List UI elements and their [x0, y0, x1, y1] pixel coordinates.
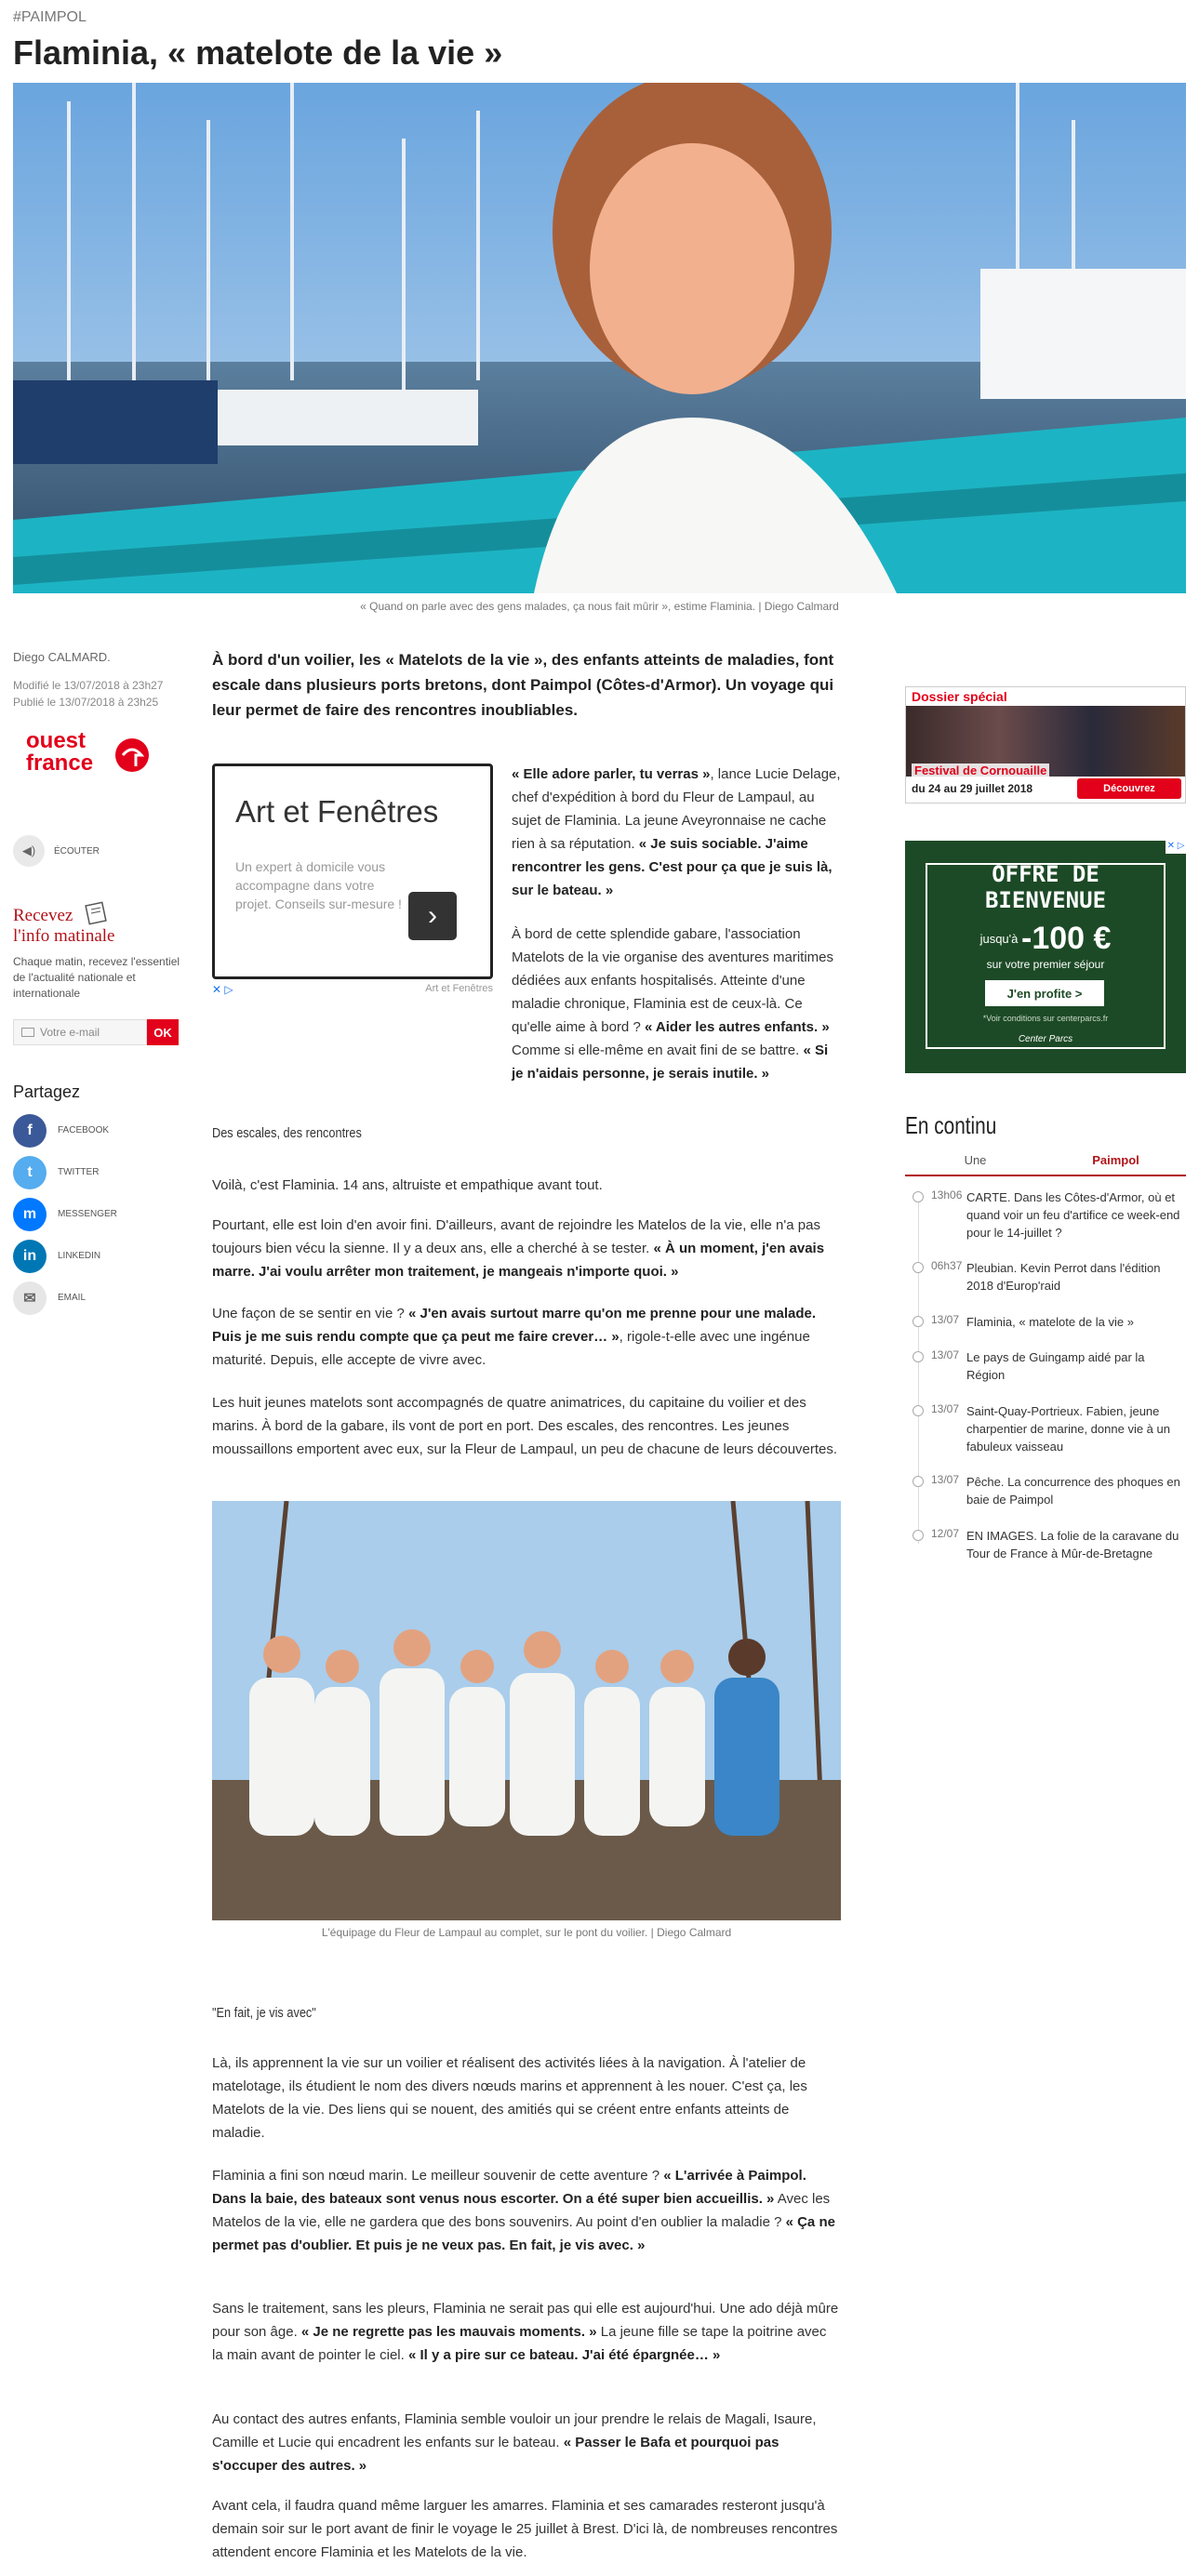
promo-discover-button[interactable]: Découvrez — [1077, 778, 1181, 799]
en-continu-list — [913, 1188, 1186, 1581]
facebook-icon: f — [13, 1114, 47, 1148]
promo-festival-dates: du 24 au 29 juillet 2018 — [912, 782, 1033, 795]
article-paragraph-1 — [512, 763, 841, 902]
share-facebook[interactable] — [13, 1109, 117, 1151]
quote: « Si je n'aidais personne, je serais inutile. » — [512, 1042, 829, 1082]
list-item[interactable] — [913, 1473, 1186, 1527]
listen-button[interactable] — [13, 835, 100, 867]
item-title: Saint-Quay-Portrieux. Fabien, jeune charpentier de marine, donne vie à un fabuleux vaisseau — [966, 1404, 1170, 1454]
subheading-1: Des escales, des rencontres — [212, 1125, 362, 1141]
share-twitter-label: TWITTER — [58, 1167, 100, 1177]
ad-cta-button[interactable]: J'en profite > — [985, 980, 1104, 1006]
article-paragraph-9 — [212, 2297, 841, 2367]
text: Flaminia a fini son nœud marin. Le meilleur souvenir de cette aventure ? — [212, 2168, 664, 2184]
share-messenger-label: MESSENGER — [58, 1209, 117, 1219]
quote: « Il y a pire sur ce bateau. J'ai été épargnée… » — [407, 2347, 721, 2363]
item-title: CARTE. Dans les Côtes-d'Armor, où et quand voir un feu d'artifice ce week-end pour le 14-juillet ? — [966, 1190, 1180, 1240]
ad-arrow-button[interactable]: › — [408, 892, 457, 940]
list-item[interactable] — [913, 1313, 1186, 1348]
quote: « L'arrivée à Paimpol. Dans la baie, des bateaux sont venus nous escorter. On a été super bien accueillis. » — [212, 2168, 806, 2207]
ad-offer-amount — [905, 921, 1186, 957]
text: Avec les Matelos de la vie, elle ne gardera que des bons souvenirs. Au point d'en oublier la maladie ? — [212, 2191, 831, 2230]
text: Au contact des autres enfants, Flaminia semble vouloir un jour prendre le relais de Magali, Isaure, Camille et Lucie qui encadrent les enfants sur le bateau. — [212, 2411, 817, 2450]
article-title: Flaminia, « matelote de la vie » — [13, 33, 503, 72]
share-linkedin-label: LINKEDIN — [58, 1251, 101, 1261]
ad-footer — [212, 983, 493, 996]
listen-label: ÉCOUTER — [54, 845, 100, 856]
newsletter-submit-button[interactable]: OK — [147, 1019, 179, 1045]
article-lead: À bord d'un voilier, les « Matelots de la vie », des enfants atteints de maladies, font escale dans plusieurs ports bretons, dont Paimpol (Côtes-d'Armor). Un voyage qui leur permet de faire des rencontres inoubliables. — [212, 651, 834, 719]
item-title: Pleubian. Kevin Perrot dans l'édition 2018 d'Europ'raid — [966, 1261, 1161, 1293]
messenger-icon: m — [13, 1198, 47, 1231]
ad-offer-line1: OFFRE DE — [992, 861, 1099, 887]
ad-advertiser: Art et Fenêtres — [425, 983, 493, 994]
text: Pourtant, elle est loin d'en avoir fini. D'ailleurs, avant de rejoindre les Matelos de la vie, elle n'a pas toujours bien vécu la sienne. Il y a deux ans, elle a cherché à se tester. — [212, 1217, 820, 1256]
item-time: 06h37 — [913, 1259, 959, 1313]
share-messenger[interactable] — [13, 1193, 117, 1235]
article-paragraph-4 — [212, 1214, 841, 1283]
author-name: Diego CALMARD. — [13, 650, 111, 664]
quote: « Passer le Bafa et pourquoi pas s'occuper des autres. » — [212, 2435, 779, 2474]
newsletter-title-line1: Recevez — [13, 906, 73, 925]
newsletter-title-line2: l'info matinale — [13, 926, 115, 946]
twitter-icon: t — [13, 1156, 47, 1189]
item-time: 12/07 — [913, 1527, 959, 1581]
subheading-2: "En fait, je vis avec" — [212, 2005, 316, 2021]
hero-illustration — [13, 83, 1186, 593]
en-continu-tabs — [905, 1149, 1186, 1176]
text: Une façon de se sentir en vie ? — [212, 1306, 408, 1321]
envelope-icon — [21, 1028, 34, 1037]
text: Sans le traitement, sans les pleurs, Flaminia ne serait pas qui elle est aujourd'hui. Une ado déjà mûre pour son âge. — [212, 2301, 839, 2340]
share-facebook-label: FACEBOOK — [58, 1125, 110, 1135]
share-title: Partagez — [13, 1082, 81, 1101]
newsletter-icon — [82, 900, 110, 928]
ad-center-parcs[interactable] — [905, 841, 1186, 1073]
list-item[interactable] — [913, 1402, 1186, 1473]
list-item[interactable] — [913, 1259, 1186, 1313]
quote: « Aider les autres enfants. » — [644, 1019, 830, 1035]
published-date: Publié le 13/07/2018 à 23h25 — [13, 696, 159, 709]
promo-label: Dossier spécial — [912, 689, 1007, 704]
speaker-icon: ◀) — [13, 835, 45, 867]
quote: « Je suis sociable. J'aime rencontrer les gens. C'est pour ça que je suis là, sur le bateau. » — [512, 836, 833, 898]
share-email-label: EMAIL — [58, 1293, 87, 1303]
promo-festival-cornouaille[interactable] — [905, 686, 1186, 803]
tab-paimpol[interactable]: Paimpol — [1092, 1153, 1139, 1167]
logo-line2: france — [26, 750, 94, 776]
ad-amount: -100 € — [1021, 921, 1112, 956]
adchoices-icon[interactable]: ✕ ▷ — [212, 983, 233, 996]
email-icon: ✉ — [13, 1281, 47, 1315]
tab-une[interactable]: Une — [964, 1153, 987, 1167]
share-twitter[interactable] — [13, 1151, 117, 1193]
ad-text: Un expert à domicile vous accompagne dans votre projet. Conseils sur-mesure ! — [235, 859, 402, 911]
hero-caption: « Quand on parle avec des gens malades, ça nous fait mûrir », estime Flaminia. | Diego Calmard — [360, 600, 839, 613]
crew-photo — [212, 1501, 841, 1920]
quote: « J'en avais surtout marre qu'on me prenne pour une malade. Puis je me suis rendu compte que ça peut me faire crever… » — [212, 1306, 817, 1345]
text: À bord de cette splendide gabare, l'association Matelots de la vie organise des aventures maritimes dédiées aux enfants hospitalisés. Atteinte d'une maladie chronique, Flaminia est de ceux-là. Ce qu'elle aime à bord ? — [512, 926, 833, 1035]
ad-conditions: *Voir conditions sur centerparcs.fr — [982, 1014, 1109, 1023]
list-item[interactable] — [913, 1527, 1186, 1581]
item-time: 13h06 — [913, 1188, 959, 1259]
share-email[interactable] — [13, 1277, 117, 1319]
ad-upto: jusqu'à — [979, 932, 1019, 946]
newsletter-placeholder: Votre e-mail — [40, 1026, 100, 1039]
article-paragraph-2-part1 — [512, 923, 841, 1085]
item-title: Flaminia, « matelote de la vie » — [966, 1315, 1134, 1329]
article-paragraph-11: Avant cela, il faudra quand même larguer les amarres. Flaminia et ses camarades resteront jusqu'à demain soir sur le port avant de finir le voyage le 25 juillet à Brest. D'ici là, de nombreuses rencontres attendent encore Flaminia et les Matelots de la vie. — [212, 2498, 838, 2560]
item-time: 13/07 — [913, 1313, 959, 1348]
modified-date: Modifié le 13/07/2018 à 23h27 — [13, 679, 164, 692]
quote: « Ça ne permet pas d'oublier. Et puis je ne veux pas. En fait, je vis avec. » — [212, 2214, 835, 2253]
article-paragraph-7: Là, ils apprennent la vie sur un voilier et réalisent des activités liées à la navigation. À l'atelier de matelotage, ils étudient le nom des divers nœuds marins et apprennent à les nouer. C'est ça, les Matelots de la vie. Des liens qui se nouent, des amitiés qui se créent entre enfants atteints de maladie. — [212, 2055, 807, 2141]
item-time: 13/07 — [913, 1348, 959, 1402]
quote: « Elle adore parler, tu verras » — [512, 766, 711, 782]
item-title: Le pays de Guingamp aidé par la Région — [966, 1350, 1145, 1382]
share-linkedin[interactable] — [13, 1235, 117, 1277]
article-paragraph-10 — [212, 2408, 841, 2477]
text: , rigole-t-elle avec une ingénue maturité. Depuis, elle accepte de vivre avec. — [212, 1329, 810, 1368]
article-paragraph-8 — [212, 2164, 841, 2257]
ad-offer-title — [905, 861, 1186, 913]
logo-line1: ouest — [26, 728, 87, 753]
hero-image — [13, 83, 1186, 593]
linkedin-icon: in — [13, 1240, 47, 1273]
promo-festival-name: Festival de Cornouaille — [912, 764, 1049, 777]
article-hashtag[interactable]: #PAIMPOL — [13, 9, 87, 25]
item-title: EN IMAGES. La folie de la caravane du Tour de France à Mûr-de-Bretagne — [966, 1529, 1179, 1560]
ad-offer-detail: sur votre premier séjour — [986, 958, 1105, 971]
item-time: 13/07 — [913, 1473, 959, 1527]
share-list — [13, 1109, 117, 1319]
newsletter-form — [13, 1019, 179, 1045]
adchoices-icon[interactable]: ✕ ▷ — [1166, 841, 1186, 854]
crew-photo-caption: L'équipage du Fleur de Lampaul au complet, sur le pont du voilier. | Diego Calmard — [321, 1926, 732, 1939]
newsletter-email-input[interactable] — [13, 1019, 147, 1045]
article-dates — [13, 677, 163, 710]
crew-illustration — [212, 1501, 841, 1920]
list-item[interactable] — [913, 1348, 1186, 1402]
center-parcs-logo: Center Parcs — [1018, 1034, 1073, 1044]
article-paragraph-3: Voilà, c'est Flaminia. 14 ans, altruiste et empathique avant tout. — [212, 1177, 603, 1193]
item-time: 13/07 — [913, 1402, 959, 1473]
item-title: Pêche. La concurrence des phoques en baie de Paimpol — [966, 1475, 1180, 1507]
article-paragraph-6: Les huit jeunes matelots sont accompagnés de quatre animatrices, du capitaine du voilier et des marins. À bord de la gabare, ils vont de port en port. Des escales, des rencontres. Les jeunes moussaillons emportent avec eux, sur la Fleur de Lampaul, un peu de chacune de leurs découvertes. — [212, 1395, 838, 1457]
ad-art-et-fenetres[interactable] — [212, 764, 493, 979]
quote: « À un moment, j'en avais marre. J'ai voulu arrêter mon traitement, je mangeais n'importe quoi. » — [212, 1241, 825, 1280]
list-item[interactable] — [913, 1188, 1186, 1259]
ad-title: Art et Fenêtres — [235, 794, 439, 829]
article-paragraph-5 — [212, 1302, 841, 1372]
quote: « Je ne regrette pas les mauvais moments. » — [300, 2324, 597, 2340]
text: , lance Lucie Delage, chef d'expédition à bord du Fleur de Lampaul, au sujet de Flaminia. La jeune Aveyronnaise ne cache rien à sa réputation. — [512, 766, 841, 852]
ouest-france-logo[interactable] — [19, 727, 151, 776]
en-continu-title: En continu — [905, 1111, 997, 1139]
text: La jeune fille se tape la poitrine avec la main avant de pointer le ciel. — [212, 2324, 827, 2363]
text: Comme si elle-même en avait fini de se battre. — [512, 1042, 804, 1058]
ad-offer-line2: BIENVENUE — [984, 887, 1107, 913]
newsletter-text: Chaque matin, recevez l'essentiel de l'actualité nationale et internationale — [13, 955, 180, 1000]
